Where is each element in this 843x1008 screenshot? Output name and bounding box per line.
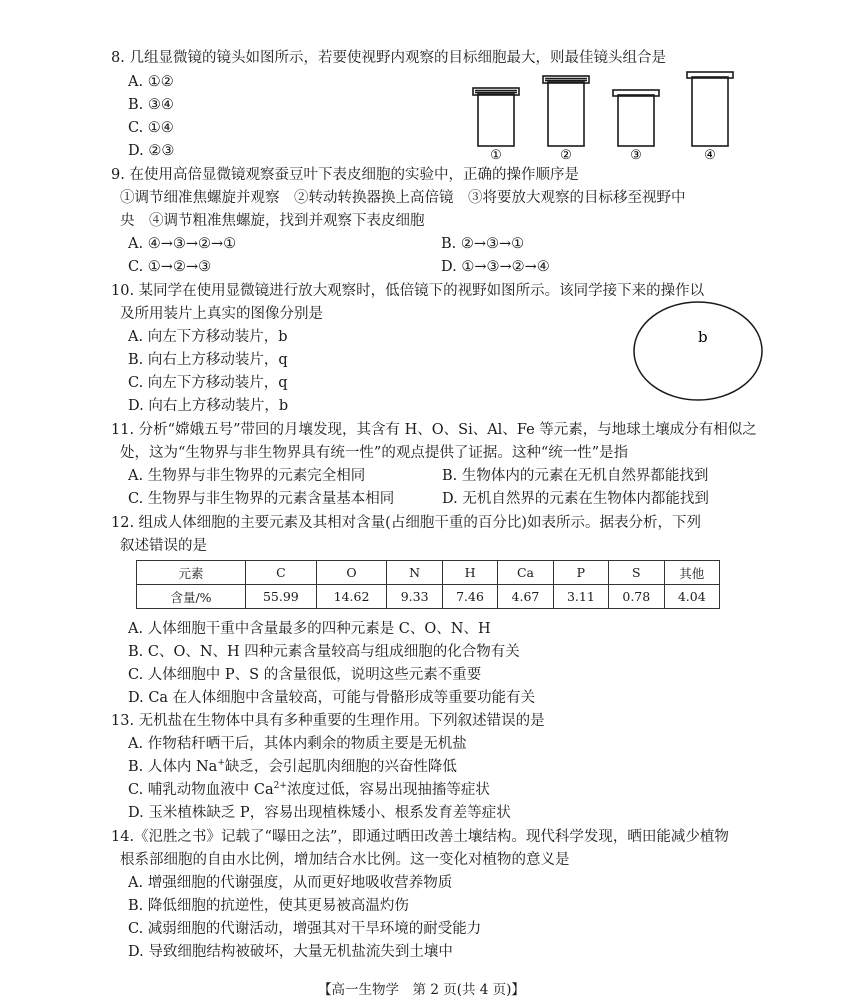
lens-1-label: ① [490, 148, 502, 162]
table-cell: 9.33 [387, 585, 442, 609]
q11-stem: 11. 分析“嫦娥五号”带回的月壤发现，其含有 H、O、Si、Al、Fe 等元素，与地球土壤成分有相似之 [111, 422, 757, 438]
lens-4-icon [687, 72, 733, 146]
field-of-view-figure [632, 300, 766, 402]
q12-option-a: A. 人体细胞干重中含量最多的四种元素是 C、O、N、H [128, 621, 491, 637]
table-cell: 0.78 [609, 585, 664, 609]
q10-option-c: C. 向左下方移动装片，q [128, 375, 288, 391]
q13-option-a: A. 作物秸秆晒干后，其体内剩余的物质主要是无机盐 [128, 736, 467, 752]
table-cell: 3.11 [553, 585, 608, 609]
q12-option-b: B. C、O、N、H 四种元素含量较高与组成细胞的化合物有关 [128, 644, 520, 660]
q14-option-c: C. 减弱细胞的代谢活动，增强其对干旱环境的耐受能力 [128, 921, 482, 937]
table-header-cell: 其他 [664, 561, 719, 585]
q11-option-d: D. 无机自然界的元素在生物体内都能找到 [442, 491, 709, 507]
calcium-charge: 2+ [273, 781, 287, 792]
lens-1-icon [473, 88, 519, 146]
q13-option-b [128, 757, 457, 777]
q10-stem: 10. 某同学在使用显微镜进行放大观察时，低倍镜下的视野如图所示。该同学接下来的操作以 [111, 283, 705, 299]
q10-option-d: D. 向右上方移动装片，b [128, 398, 289, 414]
q13-stem: 13. 无机盐在生物体中具有多种重要的生理作用。下列叙述错误的是 [111, 713, 545, 729]
q11-option-c: C. 生物界与非生物界的元素含量基本相同 [128, 491, 395, 507]
table-cell: 14.62 [316, 585, 387, 609]
specimen-letter: b [698, 328, 708, 346]
q13-option-c [128, 780, 490, 800]
q12-option-d: D. Ca 在人体细胞中含量较高，可能与骨骼形成等重要功能有关 [128, 690, 536, 706]
lens-2-label: ② [560, 148, 572, 162]
table-header-cell: P [553, 561, 608, 585]
q8-option-a: A. ①② [128, 74, 174, 90]
q14-line2: 根系部细胞的自由水比例，增加结合水比例。这一变化对植物的意义是 [120, 852, 570, 868]
table-header-cell: Ca [498, 561, 553, 585]
table-cell: 4.04 [664, 585, 719, 609]
table-header-cell: H [442, 561, 497, 585]
sodium-charge: + [217, 758, 225, 769]
q12-line2: 叙述错误的是 [120, 538, 207, 554]
q14-option-d: D. 导致细胞结构被破坏，大量无机盐流失到土壤中 [128, 944, 453, 960]
page-footer: 【高一生物学 第 2 页(共 4 页)】 [318, 982, 525, 998]
q12-stem: 12. 组成人体细胞的主要元素及其相对含量(占细胞干重的百分比)如表所示。据表分析，下列 [111, 515, 701, 531]
q8-stem: 8. 几组显微镜的镜头如图所示，若要使视野内观察的目标细胞最大，则最佳镜头组合是 [111, 50, 666, 66]
table-cell: 4.67 [498, 585, 553, 609]
table-cell: 7.46 [442, 585, 497, 609]
q14-stem: 14.《氾胜之书》记载了“曝田之法”，即通过晒田改善土壤结构。现代科学发现，晒田能减少植物 [111, 829, 729, 845]
q11-line2: 处，这为“生物界与非生物界具有统一性”的观点提供了证据。这种“统一性”是指 [120, 445, 629, 461]
table-header-cell: 元素 [137, 561, 246, 585]
q10-line2: 及所用装片上真实的图像分别是 [120, 306, 323, 322]
q13-option-d: D. 玉米植株缺乏 P，容易出现植株矮小、根系发育差等症状 [128, 805, 511, 821]
table-cell: 55.99 [246, 585, 317, 609]
q9-option-c: C. ①→②→③ [128, 259, 212, 275]
q9-option-a: A. ④→③→②→① [128, 236, 237, 252]
q10-option-a: A. 向左下方移动装片，b [128, 329, 288, 345]
q9-stem: 9. 在使用高倍显微镜观察蚕豆叶下表皮细胞的实验中，正确的操作顺序是 [111, 167, 579, 183]
q10-option-b: B. 向右上方移动装片，q [128, 352, 288, 368]
q13-option-b-pre: B. 人体内 Na [128, 759, 218, 775]
table-header-cell: C [246, 561, 317, 585]
table-header-cell: S [609, 561, 664, 585]
q8-option-d: D. ②③ [128, 143, 175, 159]
table-header-cell: N [387, 561, 442, 585]
field-of-view-circle [634, 302, 762, 400]
q9-line2: ①调节细准焦螺旋并观察 ②转动转换器换上高倍镜 ③将要放大观察的目标移至视野中 [120, 190, 686, 206]
lens-4-label: ④ [704, 148, 716, 162]
lens-3-icon [613, 90, 659, 146]
q13-option-c-pre: C. 哺乳动物血液中 Ca [128, 782, 274, 798]
q9-option-d: D. ①→③→②→④ [441, 259, 550, 275]
table-cell: 含量/% [137, 585, 246, 609]
lens-2-icon [543, 76, 589, 146]
q13-option-b-post: 缺乏，会引起肌肉细胞的兴奋性降低 [224, 759, 457, 775]
q8-option-c: C. ①④ [128, 120, 174, 136]
q11-option-b: B. 生物体内的元素在无机自然界都能找到 [442, 468, 709, 484]
q13-option-c-post: 浓度过低，容易出现抽搐等症状 [286, 782, 490, 798]
q8-option-b: B. ③④ [128, 97, 174, 113]
q9-option-b: B. ②→③→① [441, 236, 525, 252]
q14-option-a: A. 增强细胞的代谢强度，从而更好地吸收营养物质 [128, 875, 453, 891]
table-header-cell: O [316, 561, 387, 585]
table-row [137, 585, 720, 609]
q11-option-a: A. 生物界与非生物界的元素完全相同 [128, 468, 366, 484]
lens-figure [462, 70, 762, 162]
element-content-table [136, 560, 720, 609]
q14-option-b: B. 降低细胞的抗逆性，使其更易被高温灼伤 [128, 898, 409, 914]
q9-line3: 央 ④调节粗准焦螺旋，找到并观察下表皮细胞 [120, 213, 425, 229]
table-header-row [137, 561, 720, 585]
q12-option-c: C. 人体细胞中 P、S 的含量很低，说明这些元素不重要 [128, 667, 482, 683]
lens-3-label: ③ [630, 148, 642, 162]
